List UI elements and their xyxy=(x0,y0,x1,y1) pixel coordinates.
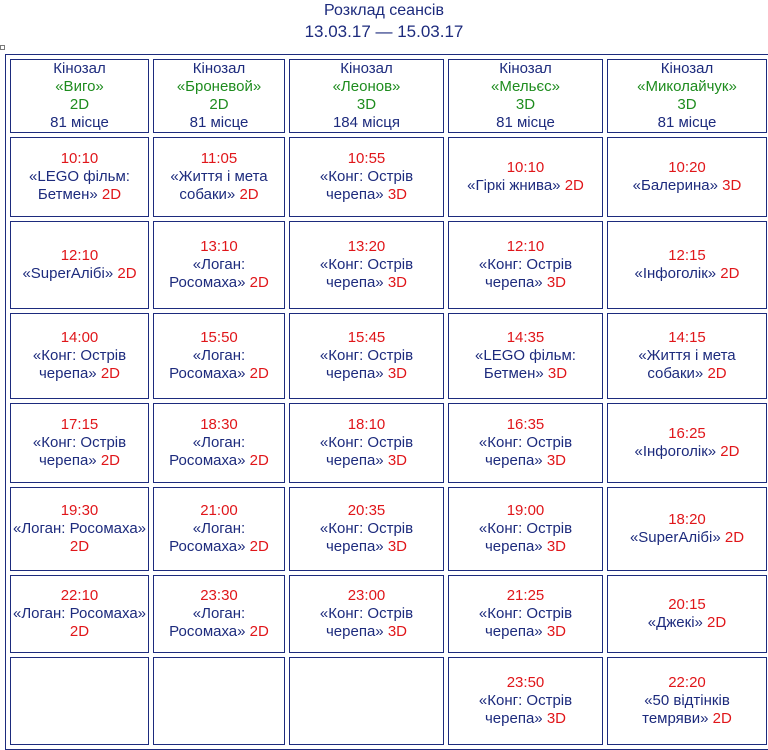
session-cell xyxy=(607,137,767,217)
schedule-title: Розклад сеансів xyxy=(324,2,444,19)
hall-format: 2D xyxy=(69,96,90,113)
session-time: 13:10 xyxy=(200,238,238,255)
session-time: 14:15 xyxy=(668,329,706,346)
session-time: 23:30 xyxy=(200,587,238,604)
schedule-date-range: 13.03.17 — 15.03.17 xyxy=(304,22,464,41)
session-row xyxy=(10,575,767,653)
session-cell xyxy=(607,313,767,399)
session-cell xyxy=(10,487,149,571)
film-title: «Конг: Острів черепа» xyxy=(32,434,127,469)
session-format: 2D xyxy=(100,452,120,469)
session-format: 3D xyxy=(387,365,407,382)
session-cell xyxy=(607,575,767,653)
session-cell xyxy=(289,137,444,217)
session-time: 15:45 xyxy=(347,329,386,346)
film-title: «Логан: Росомаха» xyxy=(13,605,147,622)
session-cell xyxy=(448,487,603,571)
session-time: 10:20 xyxy=(668,159,706,176)
hall-seats: 81 місце xyxy=(657,114,717,131)
session-cell xyxy=(607,657,767,745)
session-format: 3D xyxy=(547,365,568,382)
session-row xyxy=(10,137,767,217)
hall-header xyxy=(10,59,149,133)
session-time: 18:10 xyxy=(347,416,386,433)
session-time: 10:10 xyxy=(506,159,545,176)
session-cell xyxy=(607,403,767,483)
film-title: «Інфоголік» xyxy=(634,443,717,460)
session-format: 2D xyxy=(249,274,269,291)
session-format: 2D xyxy=(249,365,269,382)
session-format: 3D xyxy=(722,177,742,194)
session-format: 2D xyxy=(117,265,137,282)
session-cell xyxy=(153,487,285,571)
session-format: 2D xyxy=(101,186,122,203)
session-format: 3D xyxy=(546,274,566,291)
session-cell xyxy=(153,575,285,653)
film-title: «Джекі» xyxy=(647,614,703,631)
session-row xyxy=(10,403,767,483)
hall-format: 2D xyxy=(209,96,229,113)
session-time: 10:55 xyxy=(347,150,386,167)
session-time: 12:15 xyxy=(668,247,706,264)
film-title: «Життя і мета собаки» xyxy=(170,168,268,203)
film-title: «Конг: Острів черепа» xyxy=(478,434,573,469)
hall-header xyxy=(153,59,285,133)
session-format: 3D xyxy=(387,186,407,203)
session-cell xyxy=(153,137,285,217)
session-cell xyxy=(10,403,149,483)
session-time: 19:00 xyxy=(506,502,545,519)
session-row xyxy=(10,657,767,745)
film-title: «Конг: Острів черепа» xyxy=(319,168,414,203)
session-time: 22:20 xyxy=(668,674,706,691)
session-cell xyxy=(289,313,444,399)
session-cell xyxy=(153,221,285,309)
session-format: 2D xyxy=(707,365,727,382)
schedule-body xyxy=(10,137,767,745)
session-cell xyxy=(448,137,603,217)
film-title: «LEGO фільм: Бетмен» xyxy=(475,347,576,382)
session-time: 12:10 xyxy=(506,238,545,255)
session-cell xyxy=(448,313,603,399)
session-format: 3D xyxy=(387,274,407,291)
film-title: «Логан: Росомаха» xyxy=(169,256,246,291)
session-cell xyxy=(448,403,603,483)
session-cell xyxy=(448,221,603,309)
session-format: 3D xyxy=(387,452,407,469)
session-time: 14:00 xyxy=(60,329,99,346)
hall-seats: 81 місце xyxy=(50,114,109,131)
session-cell xyxy=(289,403,444,483)
film-title: «Логан: Росомаха» xyxy=(169,520,246,555)
session-time: 14:35 xyxy=(506,329,545,346)
schedule-table xyxy=(5,54,768,750)
session-time: 18:30 xyxy=(200,416,238,433)
session-cell xyxy=(10,313,149,399)
film-title: «Інфоголік» xyxy=(634,265,717,282)
session-format: 2D xyxy=(720,443,740,460)
empty-session-cell xyxy=(153,657,285,745)
session-format: 3D xyxy=(387,538,407,555)
session-row xyxy=(10,487,767,571)
hall-label: Кінозал xyxy=(340,60,393,77)
hall-seats: 81 місце xyxy=(189,114,249,131)
session-time: 17:15 xyxy=(60,416,99,433)
hall-header xyxy=(448,59,603,133)
session-format: 3D xyxy=(546,710,566,727)
hall-name: «Мельєс» xyxy=(491,78,560,95)
empty-session-cell xyxy=(10,657,149,745)
film-title: «Конг: Острів черепа» xyxy=(319,605,414,640)
session-format: 3D xyxy=(546,452,566,469)
hall-header-row xyxy=(10,59,767,133)
session-time: 19:30 xyxy=(60,502,99,519)
session-cell xyxy=(448,657,603,745)
session-cell xyxy=(289,575,444,653)
film-title: «Гіркі жнива» xyxy=(467,177,561,194)
schedule-title-block xyxy=(0,0,768,42)
film-title: «Конг: Острів черепа» xyxy=(478,605,573,640)
session-row xyxy=(10,313,767,399)
film-title: «Конг: Острів черепа» xyxy=(478,256,573,291)
session-time: 22:10 xyxy=(60,587,99,604)
session-format: 3D xyxy=(387,623,407,640)
session-time: 21:00 xyxy=(200,502,238,519)
hall-header xyxy=(289,59,444,133)
hall-header xyxy=(607,59,767,133)
session-time: 11:05 xyxy=(200,150,238,167)
session-format: 2D xyxy=(720,265,740,282)
hall-name: «Миколайчук» xyxy=(637,78,737,95)
session-cell xyxy=(153,313,285,399)
film-title: «Конг: Острів черепа» xyxy=(478,520,573,555)
session-cell xyxy=(10,575,149,653)
session-cell xyxy=(289,221,444,309)
empty-session-cell xyxy=(289,657,444,745)
film-title: «Логан: Росомаха» xyxy=(13,520,147,537)
session-format: 2D xyxy=(724,529,745,546)
session-cell xyxy=(607,487,767,571)
session-cell xyxy=(448,575,603,653)
film-title: «Балерина» xyxy=(632,177,718,194)
film-title: «SuperАлібі» xyxy=(22,265,114,282)
session-format: 2D xyxy=(69,623,90,640)
session-format: 2D xyxy=(249,452,269,469)
session-time: 15:50 xyxy=(200,329,238,346)
session-format: 2D xyxy=(707,614,727,631)
session-time: 23:00 xyxy=(347,587,386,604)
session-cell xyxy=(10,137,149,217)
session-cell xyxy=(10,221,149,309)
session-format: 2D xyxy=(249,623,269,640)
session-format: 3D xyxy=(546,538,566,555)
session-time: 20:15 xyxy=(668,596,706,613)
session-time: 20:35 xyxy=(347,502,386,519)
session-format: 2D xyxy=(249,538,269,555)
session-cell xyxy=(153,403,285,483)
film-title: «Конг: Острів черепа» xyxy=(319,347,414,382)
session-format: 2D xyxy=(564,177,584,194)
film-title: «Конг: Острів черепа» xyxy=(319,434,414,469)
film-title: «Конг: Острів черепа» xyxy=(319,520,414,555)
session-format: 2D xyxy=(712,710,732,727)
hall-label: Кінозал xyxy=(660,60,714,77)
session-time: 16:35 xyxy=(506,416,545,433)
session-time: 21:25 xyxy=(506,587,545,604)
hall-format: 3D xyxy=(515,96,536,113)
film-title: «50 відтінків темряви» xyxy=(642,692,730,727)
session-format: 2D xyxy=(239,186,259,203)
hall-name: «Леонов» xyxy=(332,78,401,95)
session-format: 2D xyxy=(69,538,90,555)
film-title: «Життя і мета собаки» xyxy=(638,347,736,382)
session-time: 23:50 xyxy=(506,674,545,691)
hall-format: 3D xyxy=(356,96,377,113)
session-time: 13:20 xyxy=(347,238,386,255)
film-title: «Логан: Росомаха» xyxy=(169,434,246,469)
film-title: «SuperАлібі» xyxy=(629,529,721,546)
hall-seats: 81 місце xyxy=(496,114,555,131)
hall-name: «Виго» xyxy=(55,78,104,95)
film-title: «Конг: Острів черепа» xyxy=(32,347,127,382)
session-format: 3D xyxy=(546,623,566,640)
session-row xyxy=(10,221,767,309)
film-title: «LEGO фільм: Бетмен» xyxy=(29,168,130,203)
session-time: 18:20 xyxy=(668,511,706,528)
session-format: 2D xyxy=(100,365,120,382)
session-time: 12:10 xyxy=(60,247,99,264)
hall-label: Кінозал xyxy=(499,60,552,77)
hall-label: Кінозал xyxy=(192,60,246,77)
film-title: «Конг: Острів черепа» xyxy=(319,256,414,291)
hall-name: «Броневой» xyxy=(176,78,262,95)
session-time: 16:25 xyxy=(668,425,706,442)
hall-label: Кінозал xyxy=(53,60,106,77)
film-title: «Логан: Росомаха» xyxy=(169,605,246,640)
film-title: «Конг: Острів черепа» xyxy=(478,692,573,727)
film-title: «Логан: Росомаха» xyxy=(169,347,246,382)
session-cell xyxy=(607,221,767,309)
hall-format: 3D xyxy=(677,96,697,113)
table-move-handle-icon[interactable] xyxy=(0,45,5,50)
session-time: 10:10 xyxy=(60,150,99,167)
hall-seats: 184 місця xyxy=(332,114,401,131)
session-cell xyxy=(289,487,444,571)
